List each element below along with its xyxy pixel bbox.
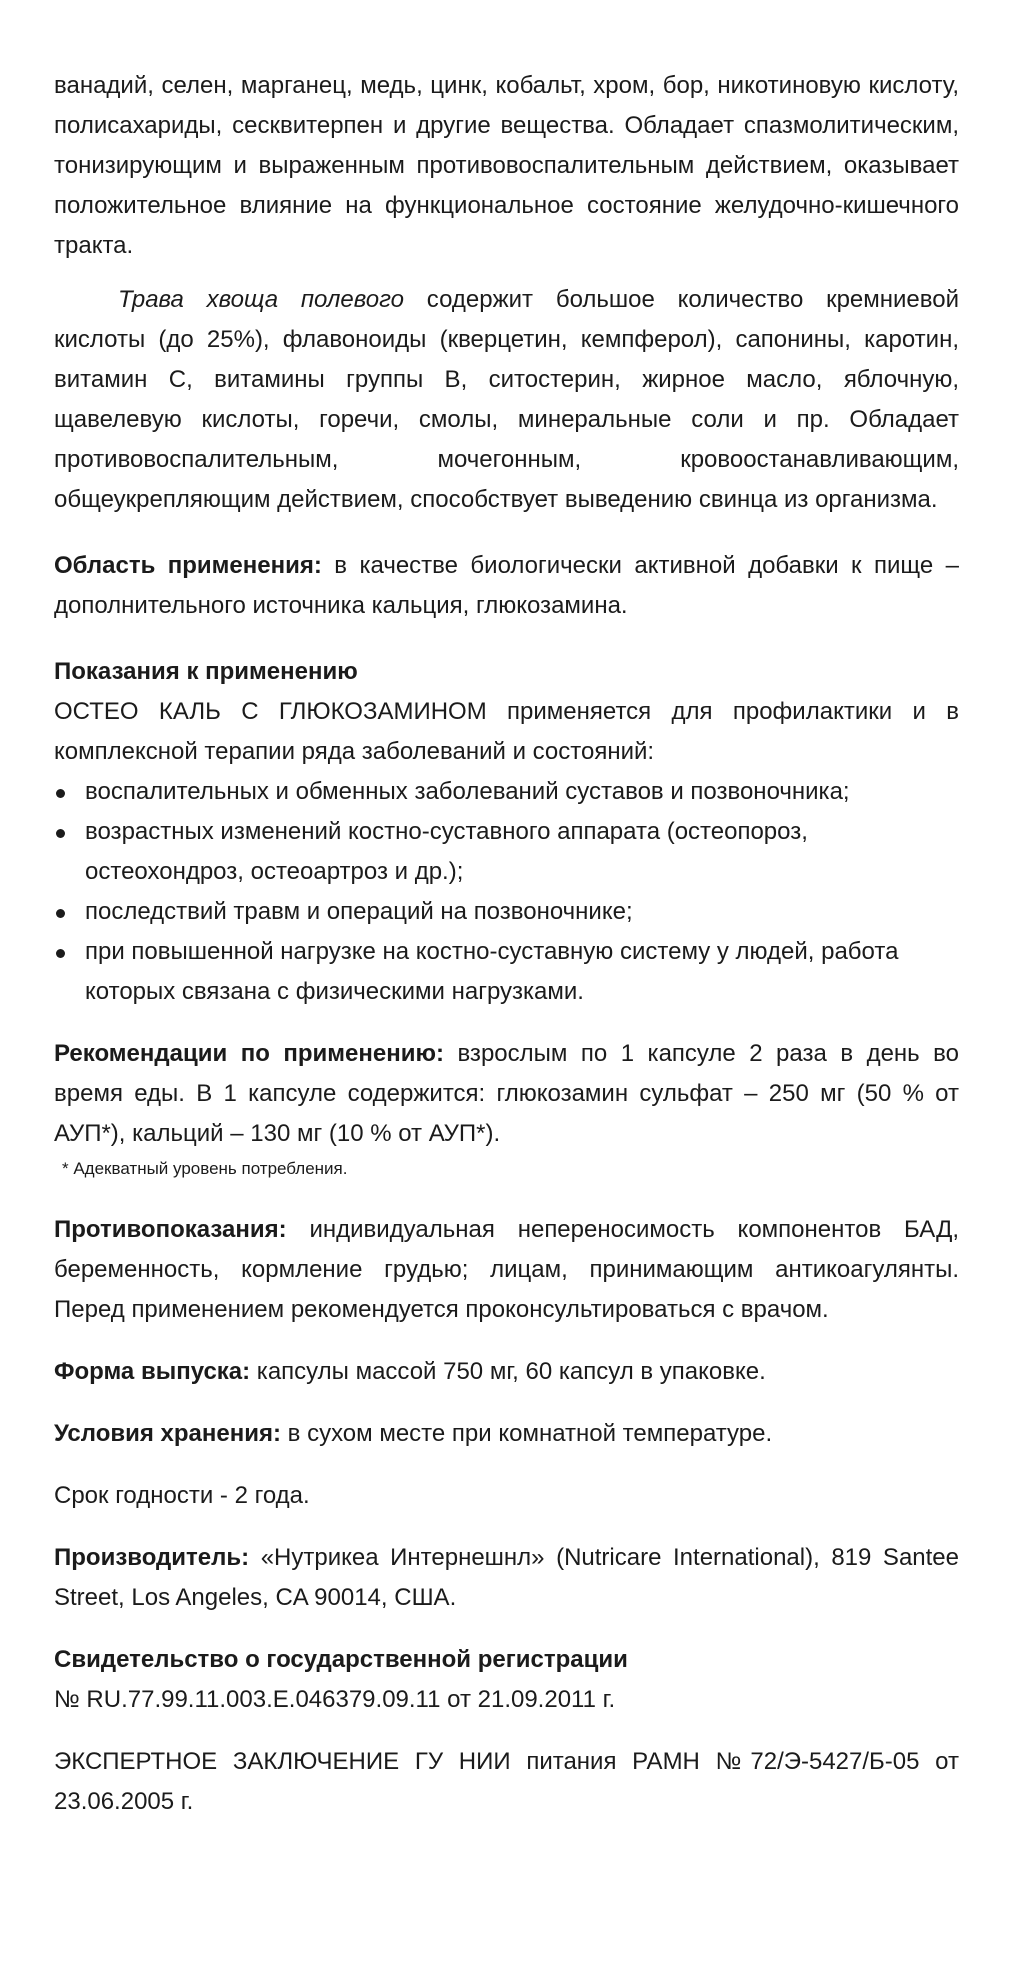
spacer — [54, 1012, 959, 1034]
indications-intro: ОСТЕО КАЛЬ С ГЛЮКОЗАМИНОМ применяется для профилактики и в комплексной терапии ряда заболеваний и состояний: — [54, 698, 959, 765]
release-form-label: Форма выпуска: — [54, 1358, 251, 1385]
list-item — [54, 812, 959, 892]
scope-label: Область применения: — [54, 552, 322, 579]
manufacturer-label: Производитель: — [54, 1544, 250, 1571]
indications-list — [54, 772, 959, 1012]
recommendations-section — [54, 1034, 959, 1154]
spacer — [54, 626, 959, 652]
list-item — [54, 892, 959, 932]
list-item-text: последствий травм и операций на позвоночнике; — [85, 898, 633, 925]
registration-number: № RU.77.99.11.003.Е.046379.09.11 от 21.09.2011 г. — [54, 1686, 616, 1713]
list-item-text: воспалительных и обменных заболеваний суставов и позвоночника; — [85, 778, 850, 805]
bullet-icon — [56, 789, 65, 798]
manufacturer-section — [54, 1538, 959, 1618]
spacer — [54, 266, 959, 280]
bullet-icon — [56, 949, 65, 958]
scope-text: в качестве биологически активной добавки к пище – дополнительного источника кальция, глюкозамина. — [54, 552, 959, 619]
composition-paragraph: ванадий, селен, марганец, медь, цинк, кобальт, хром, бор, никотиновую кислоту, полисахариды, сесквитерпен и другие вещества. Обладает спазмолитическим, тонизирующим и выраженным противовоспалительным действием, оказывает положительное влияние на функциональное состояние желудочно-кишечного тракта. — [54, 72, 959, 259]
spacer — [54, 1618, 959, 1640]
registration-heading: Свидетельство о государственной регистрации — [54, 1646, 628, 1673]
list-item — [54, 932, 959, 1012]
recommendations-footnote: * Адекватный уровень потребления. — [62, 1159, 348, 1178]
release-form-section — [54, 1352, 959, 1392]
horsetail-title: Трава хвоща полевого — [118, 286, 405, 313]
storage-text: в сухом месте при комнатной температуре. — [280, 1420, 773, 1447]
storage-section — [54, 1414, 959, 1454]
storage-label: Условия хранения: — [54, 1420, 281, 1447]
release-form-text: капсулы массой 750 мг, 60 капсул в упаковке. — [250, 1358, 766, 1385]
spacer — [54, 1516, 959, 1538]
list-item — [54, 772, 959, 812]
spacer — [54, 1720, 959, 1742]
shelf-life: Срок годности - 2 года. — [54, 1482, 310, 1509]
recommendations-text: взрослым по 1 капсуле 2 раза в день во время еды. В 1 капсуле содержится: глюкозамин сульфат – 250 мг (50 % от АУП*), кальций – 130 мг (10 % от АУП*). — [54, 1040, 959, 1147]
leaflet-page — [54, 66, 959, 1822]
recommendations-label: Рекомендации по применению: — [54, 1040, 444, 1067]
manufacturer-text: «Нутрикеа Интернешнл» (Nutricare International), 819 Santee Street, Los Angeles, CA 90014, США. — [54, 1544, 959, 1611]
indications-heading: Показания к применению — [54, 658, 358, 685]
bullet-icon — [56, 909, 65, 918]
scope-section — [54, 546, 959, 626]
spacer — [54, 1184, 959, 1210]
contraindications-section — [54, 1210, 959, 1330]
bullet-icon — [56, 829, 65, 838]
contraindications-text: индивидуальная непереносимость компонентов БАД, беременность, кормление грудью; лицам, принимающим антикоагулянты. Перед применением рекомендуется проконсультироваться с врачом. — [54, 1216, 959, 1323]
spacer — [54, 1454, 959, 1476]
list-item-text: при повышенной нагрузке на костно-суставную систему у людей, работа которых связана с физическими нагрузками. — [85, 938, 899, 1005]
spacer — [54, 1392, 959, 1414]
horsetail-text: содержит большое количество кремниевой кислоты (до 25%), флавоноиды (кверцетин, кемпферол), сапонины, каротин, витамин С, витамины группы В, ситостерин, жирное масло, яблочную, щавелевую кислоты, горечи, смолы, минеральные соли и пр. Обладает противовоспалительным, мочегонным, кровоостанавливающим, общеукрепляющим действием, способствует выведению свинца из организма. — [54, 286, 960, 513]
spacer — [54, 1330, 959, 1352]
horsetail-paragraph — [54, 280, 959, 520]
expert-conclusion: ЭКСПЕРТНОЕ ЗАКЛЮЧЕНИЕ ГУ НИИ питания РАМН №72/Э-5427/Б-05 от 23.06.2005 г. — [54, 1748, 959, 1815]
contraindications-label: Противопоказания: — [54, 1216, 287, 1243]
list-item-text: возрастных изменений костно-суставного аппарата (остеопороз, остеохондроз, остеоартроз и др.); — [85, 818, 808, 885]
spacer — [54, 520, 959, 546]
